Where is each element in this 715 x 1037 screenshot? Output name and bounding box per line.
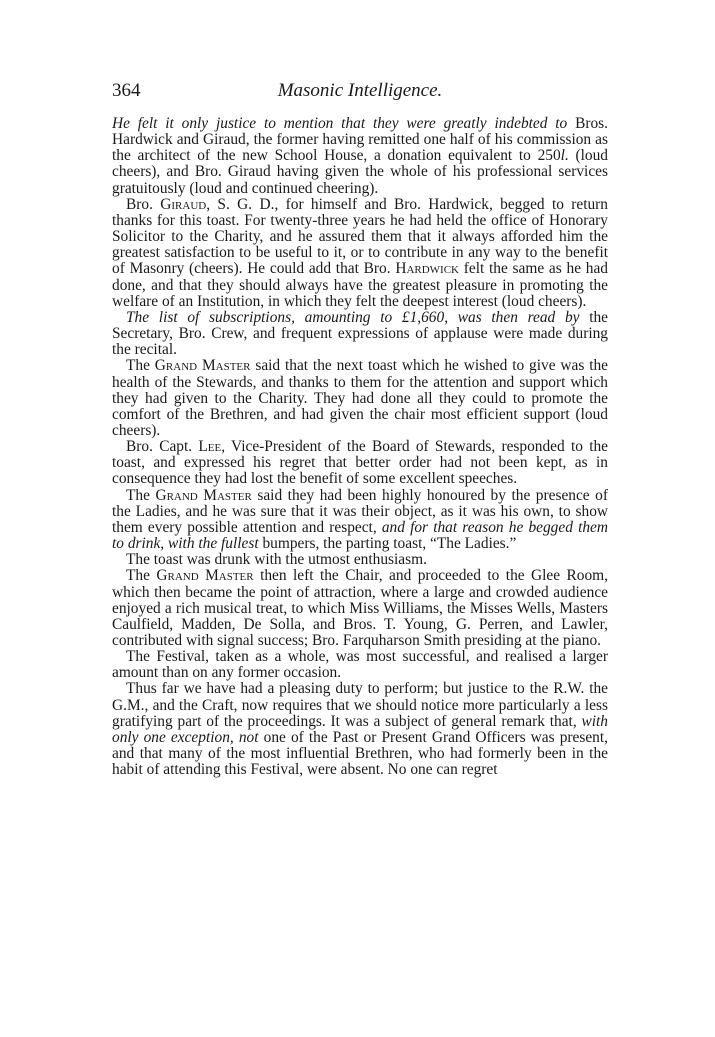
paragraph: [112, 439, 608, 487]
text-run: then left the Chair, and proceeded to the Glee Room, which then became the point of attraction, where a large and crowded audience enjoyed a rich musical treat, to which Miss Williams, the Misses Wells, Masters Caulfield, Madden, De Solla, and Bros. T. Young, G. Perren, and Lawler, contributed with signal success; Bro. Farquharson Smith presiding at the piano.: [112, 567, 608, 649]
small-caps-name: Hardwick: [395, 260, 459, 278]
text-run: , S. G. D., for himself and Bro. Hardwick, begged to return thanks for this toast. For twenty-three years he had held the office of Honorary Solicitor to the Charity, and he assured them that it always afforded him the greatest satisfaction to be useful to it, or to contribute in any way to the benefit of Masonry (cheers). He could add that Bro.: [112, 195, 609, 278]
italic-text: l.: [560, 147, 569, 165]
text-run: The: [126, 357, 155, 375]
paragraph: [112, 116, 608, 197]
italic-text: and for that reason he begged them to drink, with the fullest: [112, 518, 608, 553]
paragraph: [112, 310, 608, 358]
text-run: said that the next toast which he wished to give was the health of the Stewards, and thanks to them for the attention and support which they had given to the Charity. They had done all they could to promote the comfort of the Brethren, and had given the chair most efficient support (loud cheers).: [112, 357, 609, 439]
italic-text: with only one exception, not: [112, 712, 608, 746]
small-caps-name: Grand Master: [155, 486, 252, 504]
paragraph: [112, 649, 608, 681]
text-run: Bro.: [126, 195, 161, 213]
running-title: Masonic Intelligence.: [277, 80, 443, 101]
text-run: Thus far we have had a pleasing duty to perform; but justice to the R.W. the G.M., and the Craft, now requires that we should notice more particularly a less gratifying part of the proceedings. It was a subject of general remark that,: [112, 680, 608, 730]
paragraph: [112, 358, 608, 439]
text-run: said they had been highly honoured by the presence of the Ladies, and he was sure that it was their object, as it was his own, to show them every possible attention and respect,: [112, 486, 608, 536]
italic-text: The list of subscriptions, amounting to £1,660, was then read by: [126, 308, 580, 326]
text-run: one of the Past or Present Grand Officers was present, and that many of the most influential Brethren, who had formerly been in the habit of attending this Festival, were absent. No one can regret: [112, 728, 608, 779]
text-run: bumpers, the parting toast, “The Ladies.”: [258, 535, 517, 553]
text-run: The Festival, taken as a whole, was most successful, and realised a larger amount than on any former occasion.: [112, 648, 608, 682]
page-header: [112, 80, 608, 106]
text-run: (loud cheers), and Bro. Giraud having given the whole of his professional services gratuitously (loud and continued cheering).: [112, 147, 608, 197]
text-run: felt the same as he had done, and that they should always have the greatest pleasure in promoting the welfare of an Institution, in which they felt the deepest interest (loud cheers).: [112, 260, 609, 310]
text-run: Bros. Hardwick and Giraud, the former having remitted one half of his commission as the architect of the new School House, a donation equivalent to 250: [112, 115, 609, 165]
text-run: the Secretary, Bro. Crew, and frequent expressions of applause were made during the recital.: [112, 308, 608, 359]
small-caps-name: Lee: [198, 438, 222, 456]
paragraph: [112, 488, 608, 553]
page-number: 364: [112, 80, 141, 101]
paragraph: [112, 552, 608, 568]
text-run: Bro. Capt.: [126, 438, 199, 456]
text-run: The: [126, 486, 156, 504]
text-run: The: [126, 567, 157, 585]
paragraph: [112, 681, 608, 778]
paragraph: [112, 197, 608, 310]
body-text: [112, 116, 608, 778]
italic-text: He felt it only justice to mention that they were greatly indebted to: [112, 115, 568, 132]
small-caps-name: Grand Master: [156, 567, 254, 585]
paragraph: [112, 568, 608, 649]
small-caps-name: Giraud: [160, 195, 207, 213]
text-run: The toast was drunk with the utmost enthusiasm.: [126, 551, 427, 569]
text-run: , Vice-President of the Board of Stewards, responded to the toast, and expressed his regret that better order had not been kept, as in consequence they had lost the benefit of some excellent speeches.: [112, 438, 608, 488]
small-caps-name: Grand Master: [154, 357, 251, 375]
